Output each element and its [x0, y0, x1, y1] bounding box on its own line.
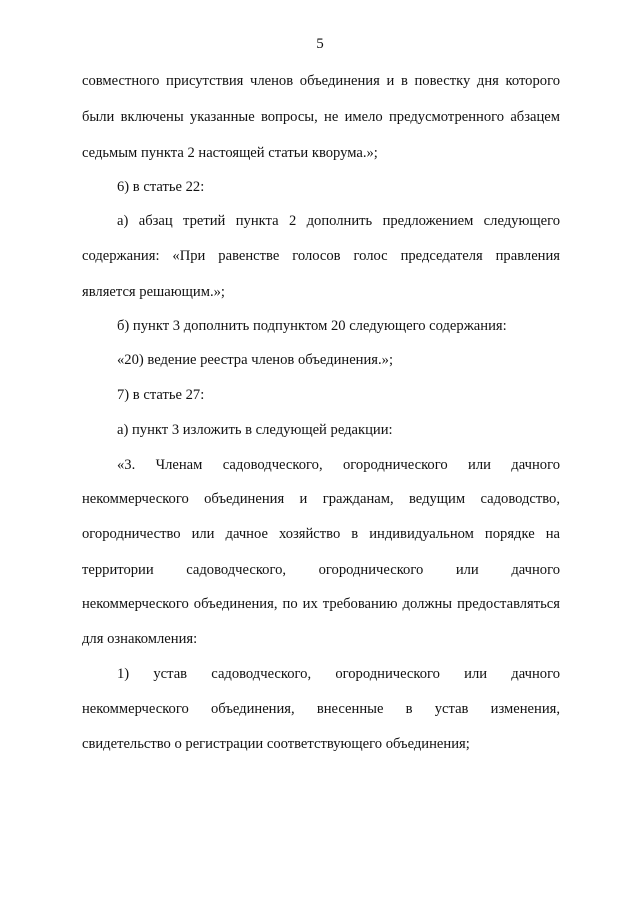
- text-line: 6) в статье 22:: [117, 179, 205, 195]
- text-line: 7) в статье 27:: [117, 387, 205, 403]
- page-number: 5: [316, 36, 324, 52]
- text-line: а) пункт 3 изложить в следующей редакции:: [117, 422, 393, 438]
- text-line: территории садоводческого, огороднического или дачного: [82, 562, 560, 578]
- text-line: «3. Членам садоводческого, огороднического или дачного: [117, 457, 560, 473]
- text-line: содержания: «При равенстве голосов голос председателя правления: [82, 248, 560, 264]
- text-line: седьмым пункта 2 настоящей статьи кворума.»;: [82, 145, 378, 161]
- text-line: 1) устав садоводческого, огороднического или дачного: [117, 666, 560, 682]
- text-line: б) пункт 3 дополнить подпунктом 20 следующего содержания:: [117, 318, 507, 334]
- text-line: некоммерческого объединения, внесенные в устав изменения,: [82, 701, 560, 717]
- text-line: огородничество или дачное хозяйство в индивидуальном порядке на: [82, 526, 560, 542]
- text-line: а) абзац третий пункта 2 дополнить предложением следующего: [117, 213, 560, 229]
- text-line: совместного присутствия членов объединения и в повестку дня которого: [82, 73, 560, 89]
- text-line: свидетельство о регистрации соответствующего объединения;: [82, 736, 470, 752]
- text-line: «20) ведение реестра членов объединения.»;: [117, 352, 393, 368]
- text-line: является решающим.»;: [82, 284, 225, 300]
- text-line: были включены указанные вопросы, не имело предусмотренного абзацем: [82, 109, 560, 125]
- text-line: некоммерческого объединения и гражданам, ведущим садоводство,: [82, 491, 560, 507]
- text-line: некоммерческого объединения, по их требованию должны предоставляться: [82, 596, 560, 612]
- text-line: для ознакомления:: [82, 631, 198, 647]
